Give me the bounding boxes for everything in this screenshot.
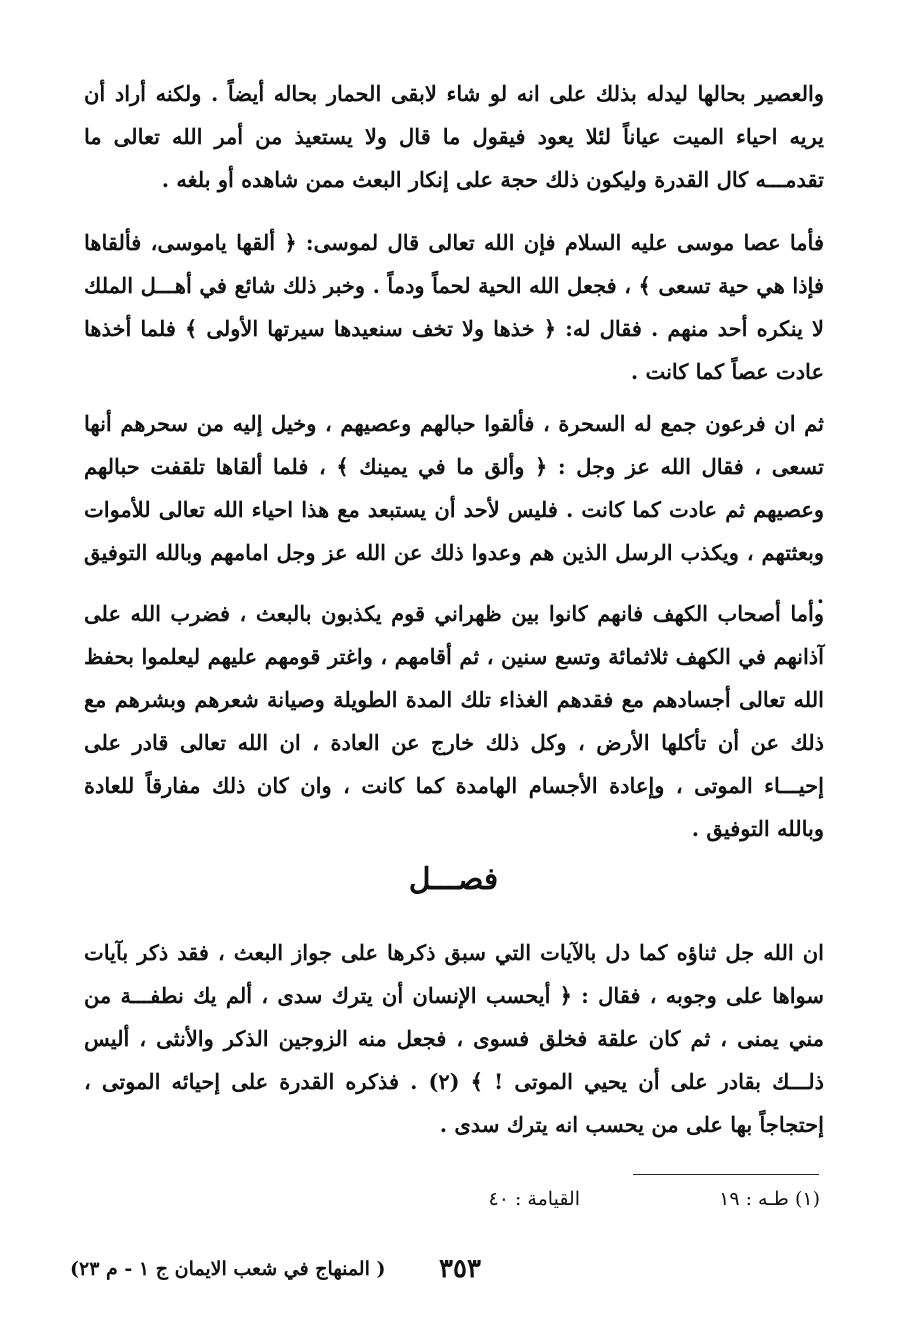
paragraph-4 <box>84 592 824 850</box>
paragraph-1-text: والعصير بحالها ليدله بذلك على انه لو شاء لابقى الحمار بحاله أيضاً . ولكنه أراد أن يريه احياء الميت عياناً لئلا يعود فيقول ما قال ولا يستعيذ من أمر الله تعالى ما تقدمـــه كال القدرة وليكون ذلك حجة على إنكار البعث ممن شاهده أو بلغه . <box>84 81 824 192</box>
running-footer: ( المنهاج في شعب الايمان ج ١ - م ٢٣) <box>70 1258 386 1280</box>
footnote-2: القيامة : ٤٠ <box>488 1188 580 1210</box>
paragraph-2-text: فأما عصا موسى عليه السلام فإن الله تعالى قال لموسى: ﴿ ألقها ياموسى، فألقاها فإذا هي حية تسعى ﴾ ، فجعل الله الحية لحماً ودماً . وخبر ذلك شائع في أهـــل الملك لا ينكره أحد منهم . فقال له: ﴿ خذها ولا تخف سنعيدها سيرتها الأولى ﴾ فلما أخذها عادت عصاً كما كانت . <box>84 230 824 384</box>
footnote-1: (١) طـه : ١٩ <box>719 1188 820 1210</box>
paragraph-5 <box>84 931 824 1146</box>
paragraph-1 <box>84 72 824 201</box>
footnote-divider <box>633 1174 819 1175</box>
section-heading: فصـــل <box>408 862 499 897</box>
paragraph-3-text: ثم ان فرعون جمع له السحرة ، فألقوا حبالهم وعصيهم ، وخيل إليه من سحرهم أنها تسعى ، فقال الله عز وجل : ﴿ وألق ما في يمينك ﴾ ، فلما ألقاها تلقفت حبالهم وعصيهم ثم عادت كما كانت . فليس لأحد أن يستبعد مع هذا احياء الله تعالى للأموات وبعثتهم ، ويكذب الرسل الذين هم وعدوا ذلك عن الله عز وجل امامهم وبالله التوفيق . <box>84 411 824 608</box>
paragraph-4-text: وأما أصحاب الكهف فانهم كانوا بين ظهراني قوم يكذبون بالبعث ، فضرب الله على آذانهم في الكهف ثلاثمائة وتسع سنين ، ثم أقامهم ، واغتر قومهم عليهم ليعلموا بحفظ الله تعالى أجسادهم مع فقدهم الغذاء تلك المدة الطويلة وصيانة شعرهم وبشرهم مع ذلك عن أن تأكلها الأرض ، وكل ذلك خارج عن العادة ، ان الله تعالى قادر على إحيـــاء الموتى ، وإعادة الأجسام الهامدة كما كانت ، وان كان ذلك مفارقاً للعادة وبالله التوفيق . <box>84 601 824 841</box>
page-number: ٣٥٣ <box>439 1254 481 1284</box>
paragraph-2 <box>84 221 824 393</box>
paragraph-3 <box>84 402 824 617</box>
paragraph-5-text: ان الله جل ثناؤه كما دل بالآيات التي سبق ذكرها على جواز البعث ، فقد ذكر بآيات سواها على وجوبه ، فقال : ﴿ أيحسب الإنسان أن يترك سدى ، ألم يك نطفـــة من مني يمنى ، ثم كان علقة فخلق فسوى ، فجعل منه الزوجين الذكر والأنثى ، أليس ذلـــك بقادر على أن يحيي الموتى ! ﴾ (٢) . فذكره القدرة على إحيائه الموتى ، إحتجاجاً بها على من يحسب انه يترك سدى . <box>84 940 824 1137</box>
